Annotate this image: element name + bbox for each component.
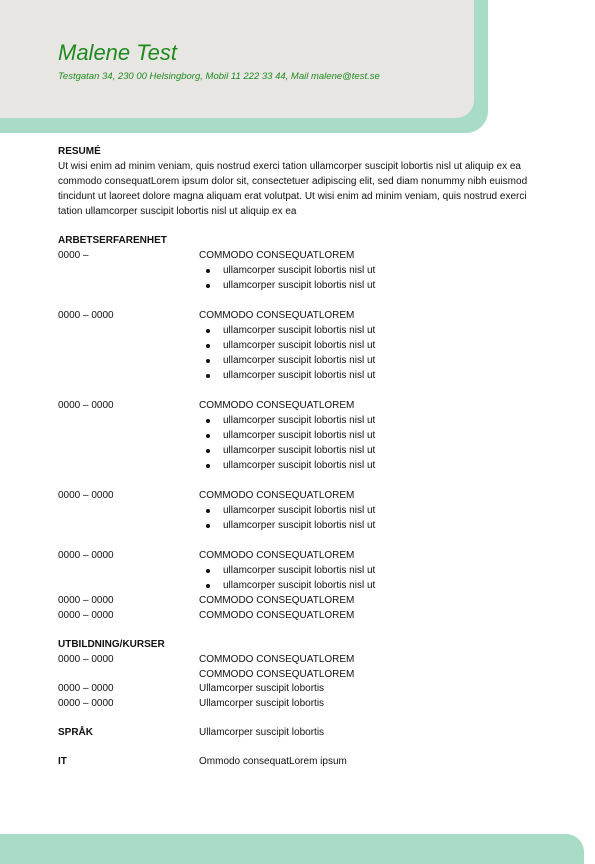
bullet-icon [206,284,210,288]
experience-title: COMMODO CONSEQUATLOREM [199,310,355,321]
education-heading: UTBILDNING/KURSER [58,639,165,650]
experience-date: 0000 – 0000 [58,490,114,501]
languages-text: Ullamcorper suscipit lobortis [199,727,325,738]
bullet-icon [206,524,210,528]
experience-bullet: ullamcorper suscipit lobortis nisl ut [223,580,376,591]
experience-bullet: ullamcorper suscipit lobortis nisl ut [223,460,376,471]
experience-bullet: ullamcorper suscipit lobortis nisl ut [223,355,376,366]
bullet-icon [206,359,210,363]
experience-date: 0000 – 0000 [58,310,114,321]
experience-heading: ARBETSERFARENHET [58,235,167,246]
experience-title: COMMODO CONSEQUATLOREM [199,610,355,621]
experience-bullet: ullamcorper suscipit lobortis nisl ut [223,325,376,336]
experience-bullet: ullamcorper suscipit lobortis nisl ut [223,340,376,351]
experience-bullet: ullamcorper suscipit lobortis nisl ut [223,565,376,576]
bullet-icon [206,509,210,513]
it-heading: IT [58,756,67,767]
experience-bullet: ullamcorper suscipit lobortis nisl ut [223,520,376,531]
footer-accent-band [0,834,584,864]
experience-title: COMMODO CONSEQUATLOREM [199,595,355,606]
experience-bullet: ullamcorper suscipit lobortis nisl ut [223,430,376,441]
experience-date: 0000 – 0000 [58,550,114,561]
experience-title: COMMODO CONSEQUATLOREM [199,550,355,561]
experience-title: COMMODO CONSEQUATLOREM [199,400,355,411]
experience-bullet: ullamcorper suscipit lobortis nisl ut [223,280,376,291]
person-name: Malene Test [58,40,178,65]
experience-bullet: ullamcorper suscipit lobortis nisl ut [223,265,376,276]
experience-bullet: ullamcorper suscipit lobortis nisl ut [223,445,376,456]
bullet-icon [206,269,210,273]
bullet-icon [206,464,210,468]
experience-bullet: ullamcorper suscipit lobortis nisl ut [223,505,376,516]
languages-heading: SPRÅK [58,727,94,738]
experience-date: 0000 – 0000 [58,400,114,411]
education-date: 0000 – 0000 [58,698,114,709]
experience-date: 0000 – 0000 [58,610,114,621]
resume-heading: RESUMÉ [58,146,101,157]
bullet-icon [206,449,210,453]
education-text: Ullamcorper suscipit lobortis [199,698,325,709]
bullet-icon [206,434,210,438]
education-text: Ullamcorper suscipit lobortis [199,683,325,694]
experience-bullet: ullamcorper suscipit lobortis nisl ut [223,415,376,426]
education-date: 0000 – 0000 [58,654,114,665]
experience-date: 0000 – [58,250,89,261]
bullet-icon [206,569,210,573]
bullet-icon [206,329,210,333]
resume-text: Ut wisi enim ad minim veniam, quis nostrud exerci tation ullamcorper suscipit lobortis nisl ut aliquip ex ea commodo consequatLorem ipsum dolor sit, consectetuer adipiscing elit, sed diam nonummy nibh euismod tincidunt ut laoreet dolore magna aliquam erat volutpat. Ut wisi enim ad minim veniam, quis nostrud exerci tation ullamcorper suscipit lobortis nisl ut aliquip ex ea [58,161,528,217]
bullet-icon [206,584,210,588]
education-date: 0000 – 0000 [58,683,114,694]
education-text: COMMODO CONSEQUATLOREM [199,654,355,665]
contact-info: Testgatan 34, 230 00 Helsingborg, Mobil 11 222 33 44, Mail malene@test.se [58,71,380,82]
experience-date: 0000 – 0000 [58,595,114,606]
experience-title: COMMODO CONSEQUATLOREM [199,250,355,261]
education-text: COMMODO CONSEQUATLOREM [199,669,355,680]
experience-bullet: ullamcorper suscipit lobortis nisl ut [223,370,376,381]
it-text: Ommodo consequatLorem ipsum [199,756,347,767]
bullet-icon [206,419,210,423]
experience-title: COMMODO CONSEQUATLOREM [199,490,355,501]
bullet-icon [206,344,210,348]
bullet-icon [206,374,210,378]
